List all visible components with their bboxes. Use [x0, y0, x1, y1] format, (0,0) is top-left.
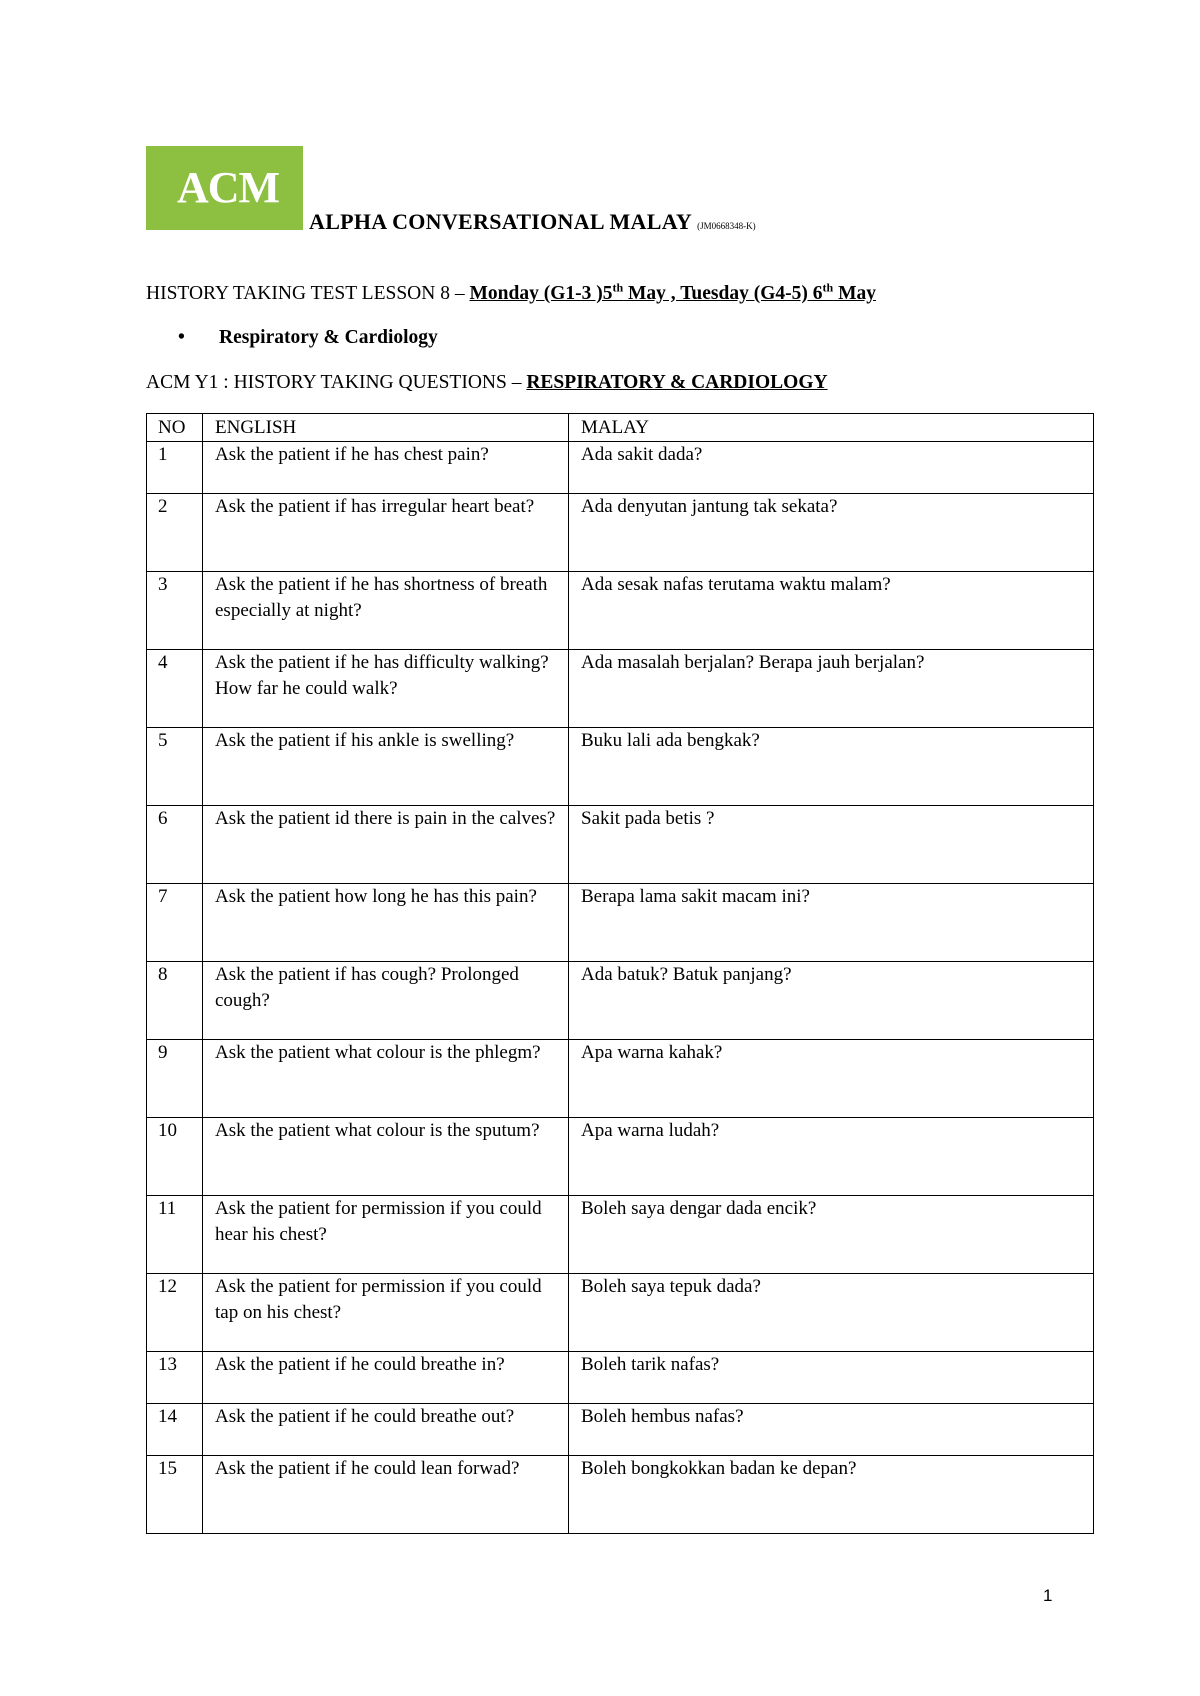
row-english: Ask the patient if he could breathe in?: [203, 1352, 569, 1404]
table-row: [147, 806, 1094, 884]
row-malay: Ada batuk? Batuk panjang?: [569, 962, 1094, 1040]
row-no: 3: [147, 572, 203, 650]
table-row: [147, 1352, 1094, 1404]
row-english: Ask the patient if he could lean forwad?: [203, 1456, 569, 1534]
table-row: [147, 442, 1094, 494]
row-english: Ask the patient id there is pain in the calves?: [203, 806, 569, 884]
section-title-prefix: ACM Y1 : HISTORY TAKING QUESTIONS –: [146, 372, 527, 393]
schedule-day-2: May , Tuesday (G4-5) 6: [623, 283, 823, 304]
row-no: 2: [147, 494, 203, 572]
table-row: [147, 728, 1094, 806]
table-row: [147, 1404, 1094, 1456]
row-no: 14: [147, 1404, 203, 1456]
row-malay: Buku lali ada bengkak?: [569, 728, 1094, 806]
topic-bullet-item: [178, 326, 438, 350]
row-english: Ask the patient if he has shortness of breath especially at night?: [203, 572, 569, 650]
schedule-day-1: Monday (G1-3 )5: [469, 283, 613, 304]
row-english: Ask the patient if he has difficulty walking? How far he could walk?: [203, 650, 569, 728]
table-row: [147, 1196, 1094, 1274]
topic-label: Respiratory & Cardiology: [219, 327, 438, 348]
schedule-end: May: [833, 283, 876, 304]
section-title: [146, 371, 828, 395]
company-name-text: ALPHA CONVERSATIONAL MALAY: [309, 209, 692, 234]
row-malay: Apa warna kahak?: [569, 1040, 1094, 1118]
row-no: 6: [147, 806, 203, 884]
table-row: [147, 1274, 1094, 1352]
row-english: Ask the patient if has cough? Prolonged cough?: [203, 962, 569, 1040]
table-row: [147, 884, 1094, 962]
schedule-sup-2: th: [822, 280, 834, 295]
table-row: [147, 650, 1094, 728]
bullet-icon: •: [178, 327, 185, 348]
table-row: [147, 572, 1094, 650]
row-english: Ask the patient if his ankle is swelling?: [203, 728, 569, 806]
row-malay: Berapa lama sakit macam ini?: [569, 884, 1094, 962]
row-malay: Sakit pada betis ?: [569, 806, 1094, 884]
row-english: Ask the patient how long he has this pain?: [203, 884, 569, 962]
row-no: 10: [147, 1118, 203, 1196]
table-row: [147, 1456, 1094, 1534]
header-english: ENGLISH: [203, 414, 569, 442]
row-no: 4: [147, 650, 203, 728]
schedule-sup-1: th: [612, 280, 624, 295]
page-number: 1: [1043, 1586, 1053, 1605]
row-no: 1: [147, 442, 203, 494]
row-malay: Boleh bongkokkan badan ke depan?: [569, 1456, 1094, 1534]
table-row: [147, 494, 1094, 572]
test-title-prefix: HISTORY TAKING TEST LESSON 8 –: [146, 283, 470, 304]
table-row: [147, 1040, 1094, 1118]
acm-logo: ACM: [146, 146, 303, 230]
row-no: 13: [147, 1352, 203, 1404]
row-malay: Ada masalah berjalan? Berapa jauh berjalan?: [569, 650, 1094, 728]
table-header-row: [147, 414, 1094, 442]
header-no: NO: [147, 414, 203, 442]
row-malay: Boleh saya dengar dada encik?: [569, 1196, 1094, 1274]
row-english: Ask the patient if he has chest pain?: [203, 442, 569, 494]
row-malay: Boleh tarik nafas?: [569, 1352, 1094, 1404]
row-english: Ask the patient what colour is the phlegm?: [203, 1040, 569, 1118]
questions-table: [146, 413, 1094, 1534]
test-schedule: [469, 280, 876, 304]
row-malay: Boleh hembus nafas?: [569, 1404, 1094, 1456]
row-no: 5: [147, 728, 203, 806]
row-english: Ask the patient if he could breathe out?: [203, 1404, 569, 1456]
row-no: 15: [147, 1456, 203, 1534]
row-malay: Apa warna ludah?: [569, 1118, 1094, 1196]
row-no: 12: [147, 1274, 203, 1352]
row-english: Ask the patient what colour is the sputum?: [203, 1118, 569, 1196]
table-row: [147, 1118, 1094, 1196]
row-no: 8: [147, 962, 203, 1040]
row-malay: Ada sakit dada?: [569, 442, 1094, 494]
header-malay: MALAY: [569, 414, 1094, 442]
row-no: 9: [147, 1040, 203, 1118]
section-title-topic: RESPIRATORY & CARDIOLOGY: [526, 372, 828, 393]
row-english: Ask the patient for permission if you could hear his chest?: [203, 1196, 569, 1274]
row-no: 7: [147, 884, 203, 962]
row-english: Ask the patient if has irregular heart beat?: [203, 494, 569, 572]
row-no: 11: [147, 1196, 203, 1274]
company-name: [309, 209, 756, 239]
row-english: Ask the patient for permission if you could tap on his chest?: [203, 1274, 569, 1352]
company-registration: (JM0668348-K): [697, 221, 756, 231]
row-malay: Ada denyutan jantung tak sekata?: [569, 494, 1094, 572]
row-malay: Ada sesak nafas terutama waktu malam?: [569, 572, 1094, 650]
row-malay: Boleh saya tepuk dada?: [569, 1274, 1094, 1352]
table-row: [147, 962, 1094, 1040]
test-title: [146, 282, 876, 306]
